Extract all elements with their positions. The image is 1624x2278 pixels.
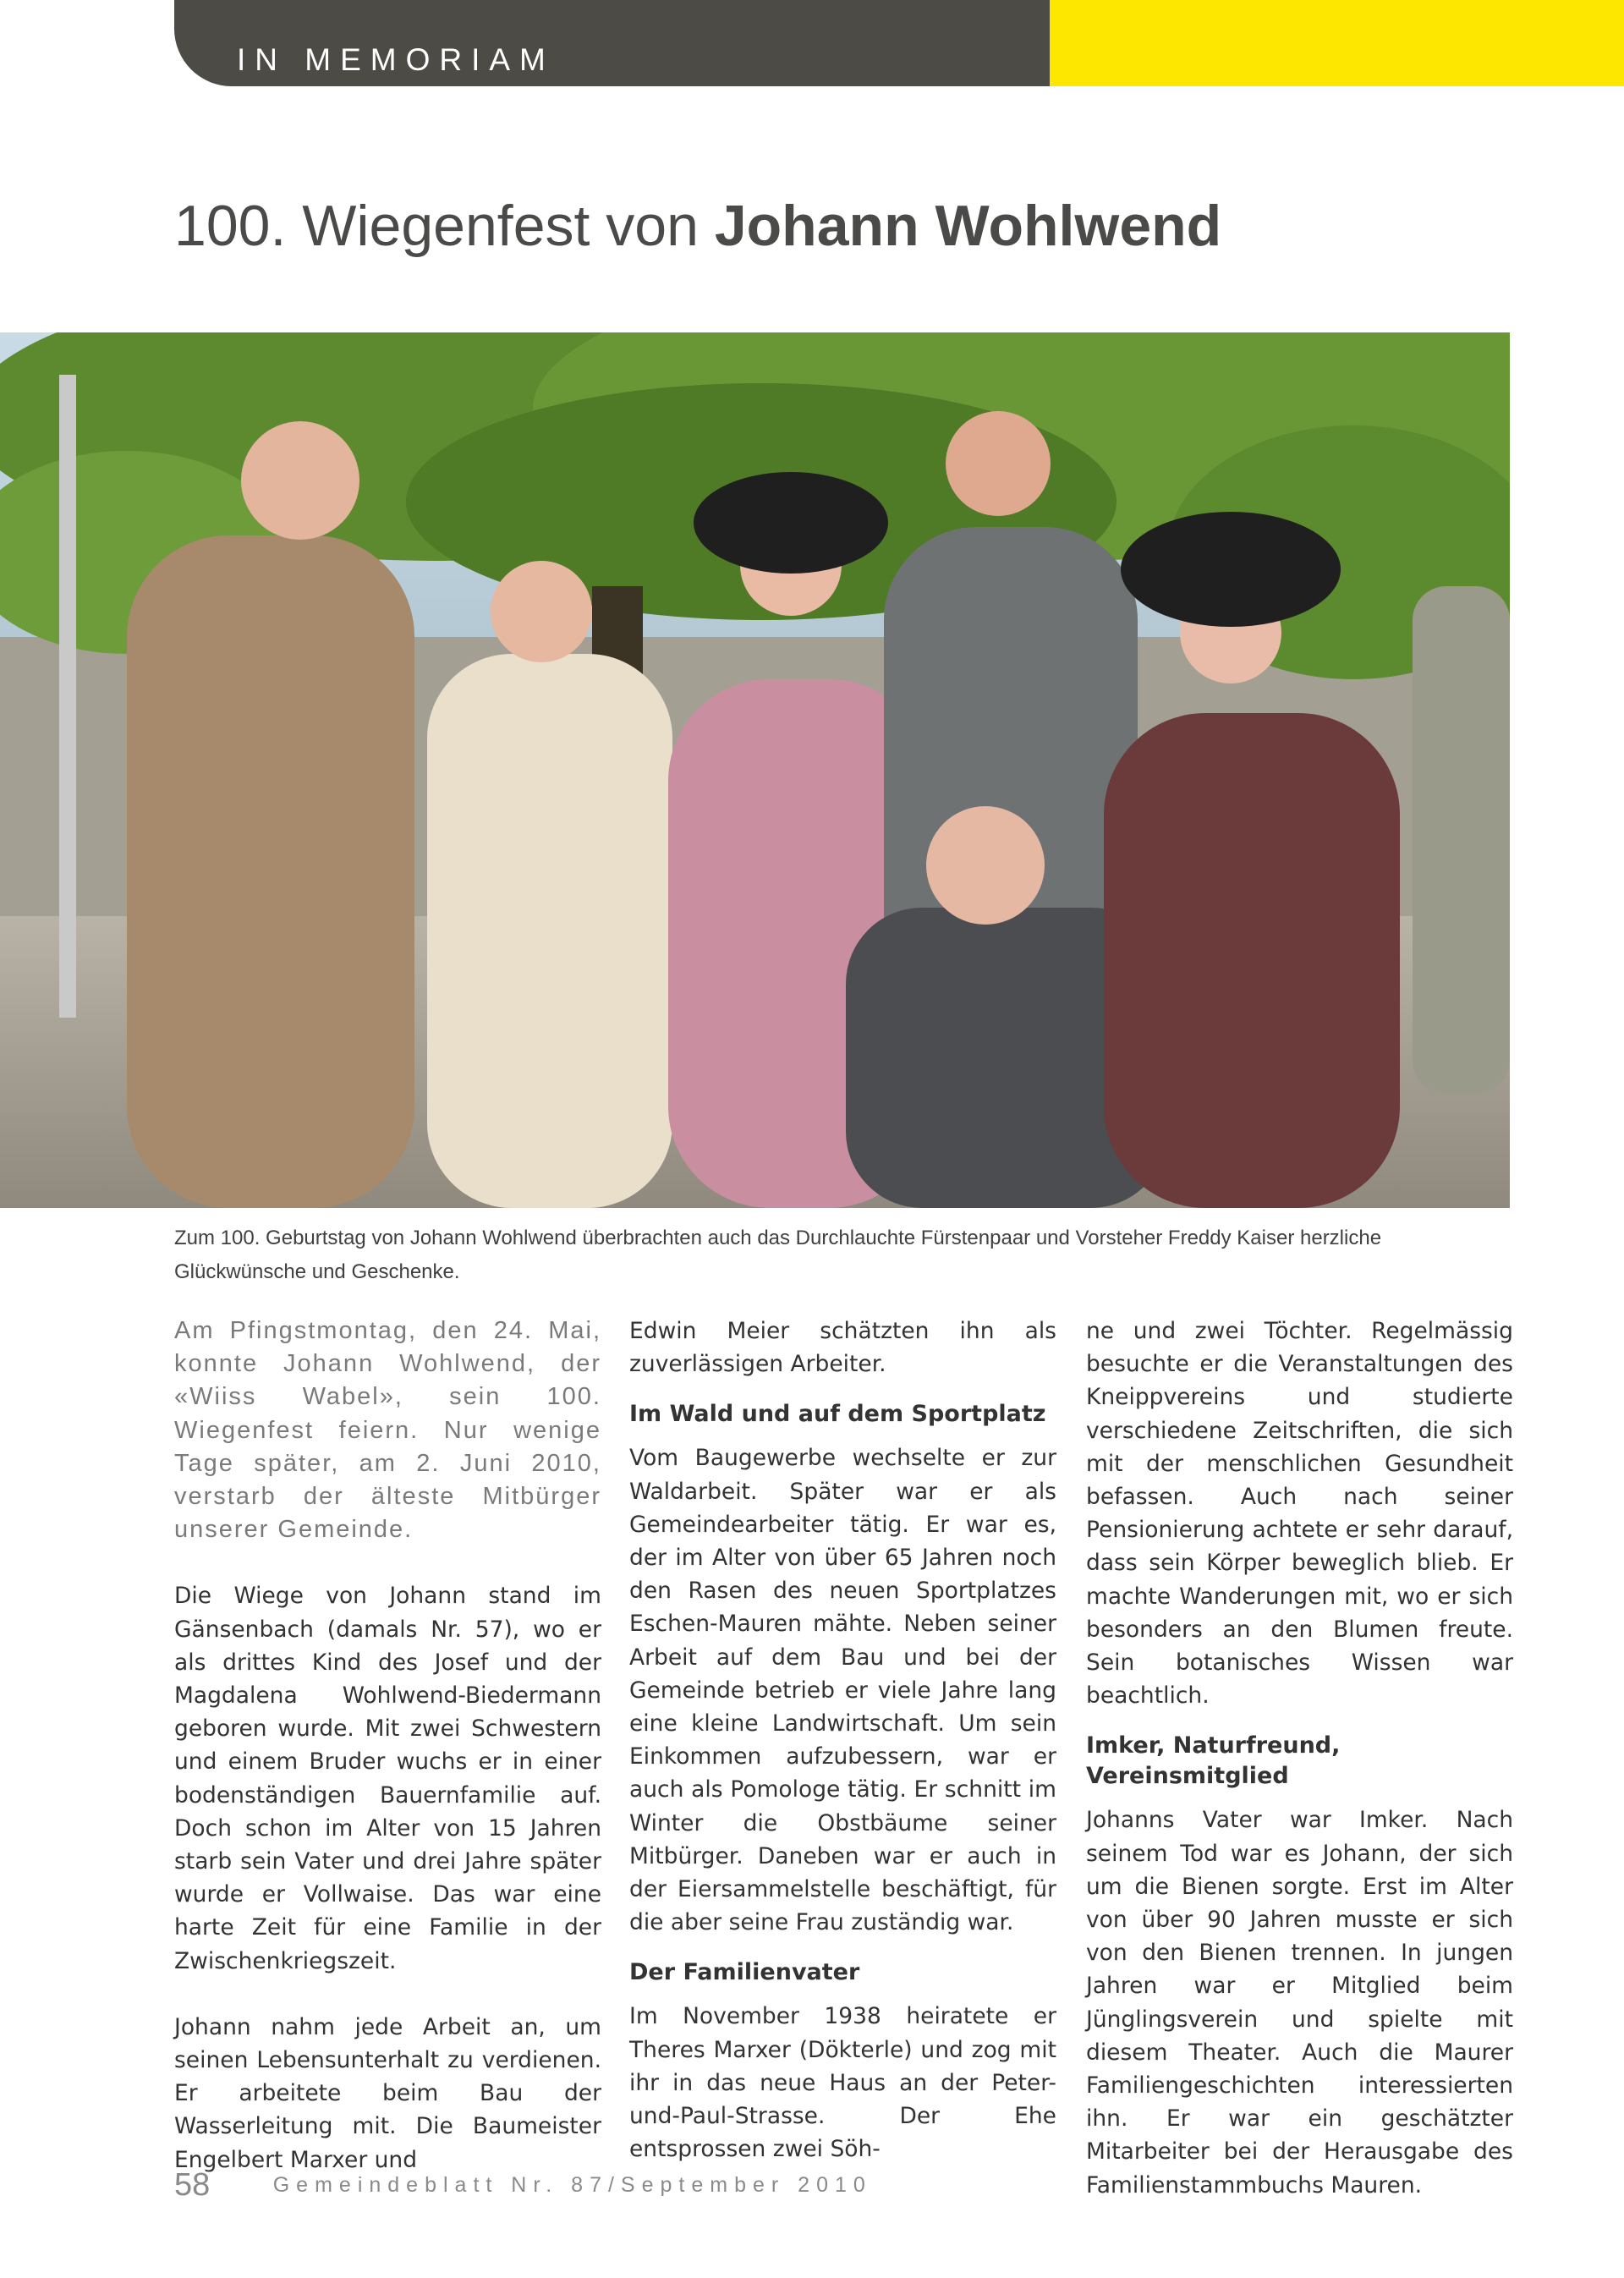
paragraph: Edwin Meier schätzten ihn als zuverlässigen Arbeiter. [629,1318,1056,1378]
subheading: Im Wald und auf dem Sportplatz [629,1401,1046,1428]
paragraph: ne und zwei Töchter. Regelmässig besuchte er die Veranstaltungen des Kneippvereins und studierte verschiedene Zeitschriften, die sich mit der menschlichen Gesundheit befassen. Auch nach seiner Pensionierung achtete er sehr darauf, dass sein Körper beweglich blieb. Er machte Wanderungen mit, wo er sich besonders an den Blumen freute. Sein botanisches Wissen war beachtlich. [1086,1318,1513,1710]
subheading: Imker, Naturfreund, Vereinsmitglied [1086,1732,1341,1790]
subheading: Der Familienvater [629,1959,860,1986]
paragraph: Johanns Vater war Imker. Nach seinem Tod war es Johann, der sich um die Bienen sorgte. Erst im Alter von über 90 Jahren musste er sich von den Bienen trennen. In jungen Jahren war er Mitglied beim Jünglingsverein und spielte mit diesem Theater. Auch die Maurer Familiengeschichten interessierten ihn. Er war ein geschätzter Mitarbeiter bei der Herausgabe des Familienstammbuchs Mauren. [1086,1807,1513,2198]
article-title [174,193,1221,259]
paragraph: Vom Baugewerbe wechselte er zur Waldarbeit. Später war er als Gemeindearbeiter tätig. Er war es, der im Alter von über 65 Jahren noch den Rasen des neuen Sportplatzes Eschen-Mauren mähte. Neben seiner Arbeit auf dem Bau und bei der Gemeinde betrieb er viele Jahre lang eine kleine Landwirtschaft. Um sein Einkommen aufzubessern, war er auch als Pomologe tätig. Er schnitt im Winter die Obstbäume seiner Mitbürger. Daneben war er auch in der Eiersammelstelle beschäftigt, für die aber seine Frau zuständig war. [629,1445,1056,1936]
paragraph: Johann nahm jede Arbeit an, um seinen Lebensunterhalt zu verdienen. Er arbeitete beim Bau der Wasserleitung mit. Die Baumeister Engelbert Marxer und [174,2013,601,2173]
page-footer [174,2167,872,2204]
paragraph: Die Wiege von Johann stand im Gänsenbach (damals Nr. 57), wo er als drittes Kind des Josef und der Magdalena Wohlwend-Biedermann geboren wurde. Mit zwei Schwestern und einem Bruder wuchs er in einer bodenständigen Bauernfamilie auf. Doch schon im Alter von 15 Jahren starb sein Vater und drei Jahre später wurde er Vollwaise. Das war eine harte Zeit für eine Familie in der Zwischenkriegszeit. [174,1583,601,1974]
title-light: 100. Wiegenfest von [174,194,715,258]
section-label: IN MEMORIAM [237,42,555,77]
section-header-accent [1050,0,1624,86]
page-number: 58 [174,2167,211,2203]
article-photo [0,332,1510,1208]
photo-caption: Zum 100. Geburtstag von Johann Wohlwend überbrachten auch das Durchlauchte Fürstenpaar und Vorsteher Freddy Kaiser herzliche Glückwünsche und Geschenke. [174,1227,1382,1283]
article-column-3 [1086,1315,1513,2202]
article-column-1 [174,1315,601,2176]
article-column-2 [629,1315,1056,2165]
magazine-issue: Gemeindeblatt Nr. 87/September 2010 [272,2173,872,2197]
article-lead: Am Pfingstmontag, den 24. Mai, konnte Johann Wohlwend, der «Wiiss Wabel», sein 100. Wiegenfest feiern. Nur wenige Tage später, am 2. Juni 2010, verstarb der älteste Mitbürger unserer Gemeinde. [174,1317,601,1544]
paragraph: Im November 1938 heiratete er Theres Marxer (Dökterle) und zog mit ihr in das neue Haus an der Peter- und-Paul-Strasse. Der Ehe entsprossen zwei Söh- [629,2003,1056,2163]
title-bold: Johann Wohlwend [714,194,1222,258]
